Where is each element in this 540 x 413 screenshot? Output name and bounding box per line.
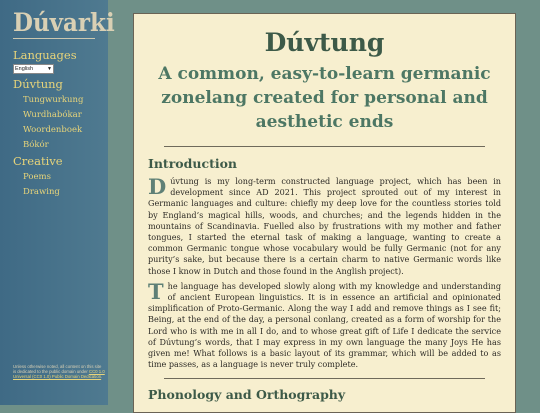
- intro-paragraph-1-text: úvtung is my long-term constructed language project, which has been in development since AD 2021. This project sprouted out of my interest in Germanic languages and culture: chiefly my deep love for the countless stories told by England’s magical hills, woods, and churches; and the legends hidden in the mountains of Scandinavia. Fuelled also by frustrations with my mother and father tongues, I started the eternal task of making a language, wanting to create a common Germanic tongue whose vocabulary would be fully Germanic (not for any purity’s sake, but because there is a certain charm to native Germanic words like those I know in Dutch and those found in the Anglish project).: [148, 176, 501, 276]
- dropcap-t: T: [148, 278, 164, 304]
- intro-paragraph-2: [148, 278, 501, 371]
- main-content: [133, 13, 516, 413]
- intro-paragraph-1: [148, 176, 501, 277]
- section-divider: [164, 146, 485, 147]
- nav-link-duvtung[interactable]: Dúvtung: [13, 77, 63, 91]
- intro-paragraph-2-text: he language has developed slowly along with my knowledge and understanding of ancient European linguistics. It is in essence an artificial and opinionated simplification of Proto-Germanic. Along the way I add and remove things as I see fit; Being, at the end of the day, a personal conlang, created as a form of worship for the Lord who is with me in all I do, and to whose great gift of Life I dedicate the service of Dúvtung’s words, that I may express in my own language the many Joys He has given me! What follows is a basic layout of its grammar, which will be added to as time passes, as a language is never truly complete.: [148, 280, 501, 370]
- section-divider-2: [164, 378, 485, 379]
- license-text: Unless otherwise noted, all content on this site is dedicated to the public domain under: [13, 364, 102, 375]
- language-select-value: English: [15, 66, 34, 72]
- section-heading-phonology: Phonology and Orthography: [148, 387, 346, 403]
- nav-link-poems[interactable]: Poems: [23, 172, 51, 182]
- nav-link-wurdhabokar[interactable]: Wurdhabókar: [23, 110, 82, 120]
- page-title: Dúvtung: [264, 28, 385, 57]
- site-logo[interactable]: Dúvarki: [13, 8, 115, 37]
- license-link[interactable]: CC0 1.0 Universal (CC0 1.0) Public Domain Dedication: [13, 369, 105, 380]
- license-note: [13, 364, 105, 380]
- sidebar: [0, 0, 115, 405]
- license-end: .: [101, 374, 103, 380]
- page-subtitle: A common, easy-to-learn germanic zonelang created for personal and aesthetic ends: [158, 64, 491, 132]
- nav-link-bokor[interactable]: Bókór: [23, 140, 49, 150]
- nav-link-woordenboek[interactable]: Woordenboek: [23, 125, 83, 135]
- section-heading-introduction: Introduction: [148, 156, 238, 171]
- dropcap-d: D: [148, 174, 167, 199]
- languages-heading: Languages: [13, 48, 77, 62]
- nav-link-tungwurkung[interactable]: Tungwurkung: [23, 95, 84, 105]
- chevron-down-icon: ▼: [47, 66, 52, 72]
- creative-heading: Creative: [13, 154, 63, 168]
- logo-divider: [13, 38, 95, 39]
- language-select[interactable]: [13, 64, 54, 74]
- nav-link-drawing[interactable]: Drawing: [23, 187, 60, 197]
